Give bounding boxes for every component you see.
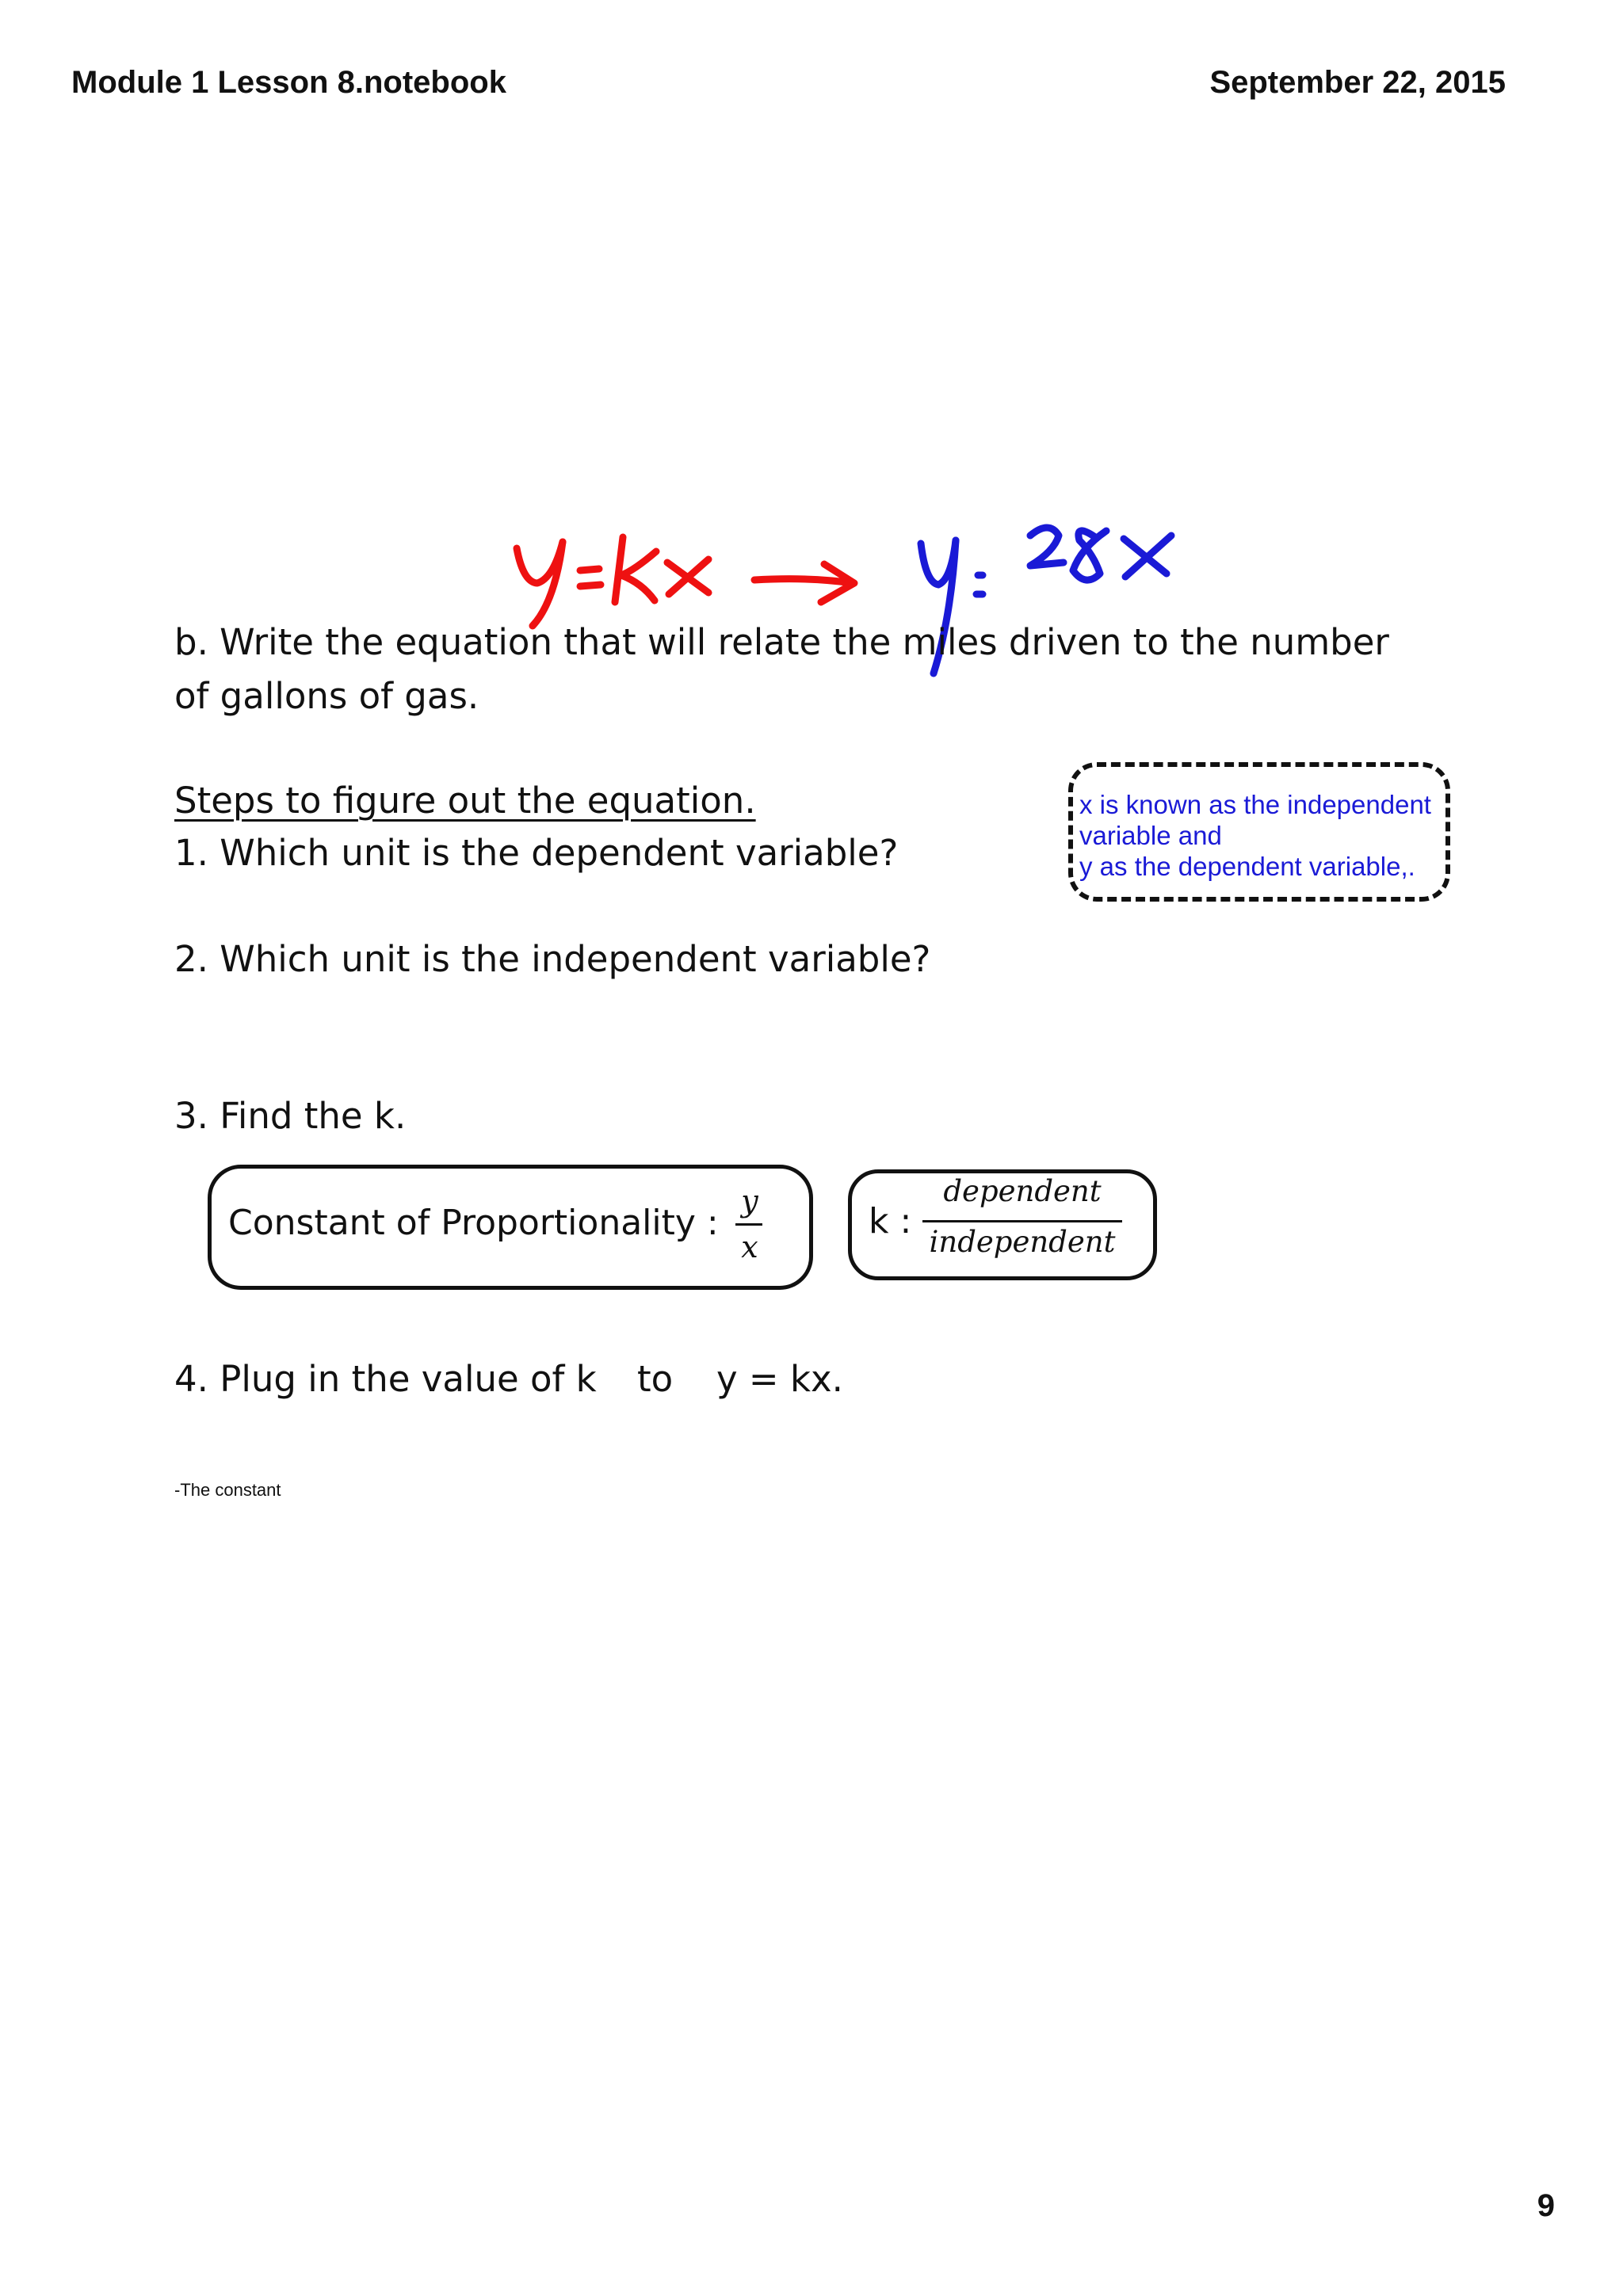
k-fraction-bar: [922, 1220, 1122, 1222]
document-date: September 22, 2015: [1209, 65, 1506, 100]
variable-note-line1: x is known as the independent: [1079, 790, 1431, 819]
k-numerator: dependent: [943, 1174, 1102, 1208]
question-b-line1: b. Write the equation that will relate the miles driven to the number: [174, 621, 1389, 663]
cop-denominator: x: [741, 1230, 758, 1264]
cop-fraction-bar: [735, 1223, 762, 1226]
document-title: Module 1 Lesson 8.notebook: [71, 65, 506, 100]
k-label: k :: [869, 1201, 912, 1241]
step-4-to: to: [637, 1358, 674, 1400]
step-1: 1. Which unit is the dependent variable?: [174, 832, 899, 874]
variable-note-line2: variable and: [1079, 821, 1222, 850]
constant-of-proportionality-label: Constant of Proportionality :: [228, 1203, 719, 1243]
cop-numerator: y: [741, 1184, 758, 1219]
question-b-line2: of gallons of gas.: [174, 675, 479, 717]
page-number: 9: [1537, 2188, 1555, 2223]
step-3: 3. Find the k.: [174, 1095, 407, 1137]
step-2: 2. Which unit is the independent variable?: [174, 938, 931, 980]
variable-note-line3: y as the dependent variable,.: [1079, 852, 1415, 881]
steps-heading: Steps to figure out the equation.: [174, 780, 756, 822]
step-4-equation: y = kx.: [716, 1358, 843, 1400]
k-denominator: independent: [929, 1225, 1116, 1259]
footnote: -The constant: [174, 1480, 281, 1500]
step-4-text: 4. Plug in the value of k: [174, 1358, 597, 1400]
red-handwritten-equation: [517, 537, 854, 626]
